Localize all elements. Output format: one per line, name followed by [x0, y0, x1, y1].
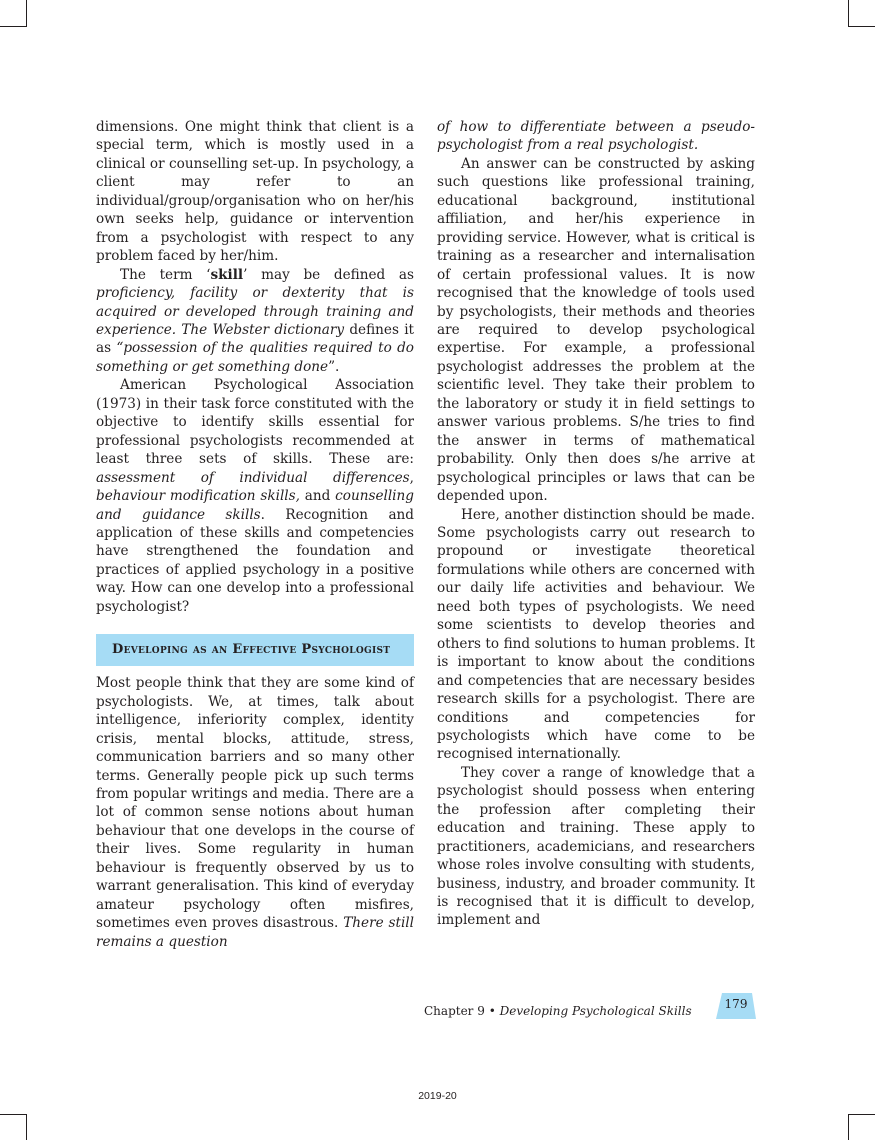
section-heading-box: [96, 634, 414, 666]
left-column: [96, 118, 414, 951]
crop-mark-bottom-left-h: [0, 1114, 27, 1115]
paragraph-pseudo-psychologist: of how to differentiate between a pseudo-psychologist from a real psychologist.: [437, 119, 755, 154]
edition-year: 2019-20: [418, 1090, 457, 1102]
crop-mark-top-left-v: [26, 0, 27, 27]
paragraph-amateur-psychology: Most people think that they are some kind of psychologists. We, at times, talk about intelligence, inferiority complex, identity crisis, mental blocks, attitude, stress, communication barriers and so many other terms. Generally people pick up such terms from popular writings and media. There are a lot of common sense notions about human behaviour that one develops in the course of their lives. Some regularity in human behaviour is frequently observed by us to warrant generalisation. This kind of everyday amateur psychology often misfires, sometimes even proves disastrous. There still remains a question: [96, 675, 414, 950]
running-footer: [424, 1004, 692, 1018]
crop-mark-top-left-h: [0, 26, 27, 27]
paragraph-skill-definition: The term ‘skill’ may be defined as proficiency, facility or dexterity that is acquired or developed through training and experience. The Webster dictionary defines it as “possession of the qualities required to do something or get something done”.: [96, 266, 415, 375]
paragraph-distinction: Here, another distinction should be made. Some psychologists carry out research to propound or investigate theoretical formulations while others are concerned with our daily life activities and behaviour. We need both types of psychologists. We need some scientists to develop theories and others to find solutions to human problems. It is important to know about the conditions and competencies that are necessary besides research skills for a psychologist. There are conditions and competencies for psychologists which have come to be recognised internationally.: [437, 506, 755, 763]
crop-mark-top-right-h: [848, 26, 875, 27]
crop-mark-bottom-right-h: [848, 1114, 875, 1115]
page-number: 179: [724, 997, 748, 1011]
crop-mark-bottom-right-v: [848, 1114, 849, 1140]
chapter-title: Developing Psychological Skills: [499, 1004, 692, 1018]
crop-mark-top-right-v: [848, 0, 849, 27]
section-heading: Developing as an Effective Psychologist: [112, 642, 391, 658]
paragraph-client-definition: dimensions. One might think that client is a special term, which is mostly used in a clinical or counselling set-up. In psychology, a client may refer to an individual/group/organisation who on her/his own seeks help, guidance or intervention from a psychologist with respect to any problem faced by her/him.: [96, 119, 414, 265]
chapter-label: Chapter 9: [424, 1004, 485, 1018]
paragraph-competencies: They cover a range of knowledge that a psychologist should possess when entering the profession after completing their education and training. These apply to practitioners, academicians, and researchers whose roles involve consulting with students, business, industry, and broader community. It is recognised that it is difficult to develop, implement and: [437, 764, 755, 929]
paragraph-professional-training: An answer can be constructed by asking such questions like professional training, educational background, institutional affiliation, and her/his experience in providing service. However, what is critical is training as a researcher and internalisation of certain professional values. It is now recognised that the knowledge of tools used by psychologists, their methods and theories are required to develop psychological expertise. For example, a professional psychologist addresses the problem at the scientific level. They take their problem to the laboratory or study it in field settings to answer various problems. S/he tries to find the answer in terms of mathematical probability. Only then does s/he arrive at psychological principles or laws that can be depended upon.: [437, 155, 755, 505]
paragraph-apa-skills: American Psychological Association (1973) in their task force constituted with the objective to identify skills essential for professional psychologists recommended at least three sets of skills. These are: assessment of individual differences, behaviour modification skills, and counselling and guidance skills. Recognition and application of these skills and competencies have strengthened the foundation and practices of applied psychology in a positive way. How can one develop into a professional psychologist?: [96, 377, 414, 615]
skill-term: skill: [210, 266, 244, 283]
crop-mark-bottom-left-v: [26, 1114, 27, 1140]
bullet-separator: •: [488, 1004, 496, 1018]
right-column: [437, 118, 755, 930]
